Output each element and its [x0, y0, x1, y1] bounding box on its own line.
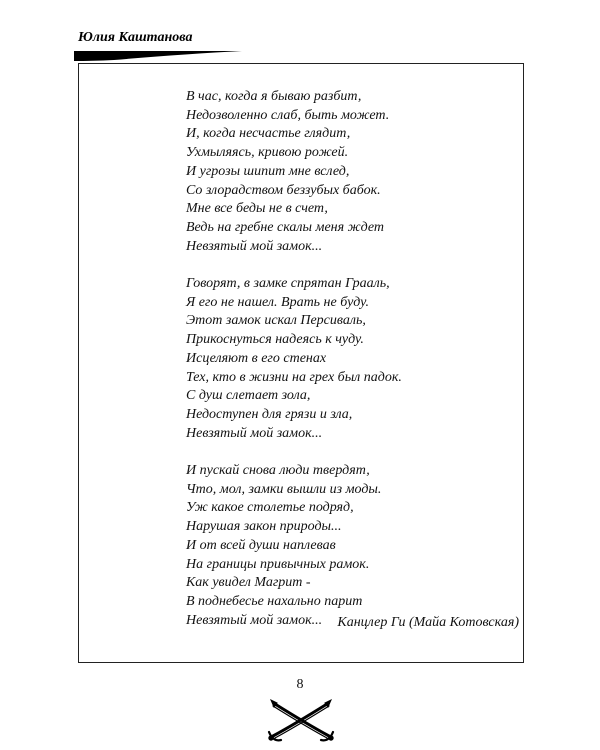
poem-line: Мне все беды не в счет,	[186, 201, 328, 217]
poem-line: Что, мол, замки вышли из моды.	[186, 481, 382, 497]
poem-line: Я его не нашел. Врать не буду.	[186, 294, 369, 310]
poem-line: Тех, кто в жизни на грех был падок.	[186, 369, 402, 385]
poem-line: Нарушая закон природы...	[186, 519, 342, 535]
poem-line: И от всей души наплевав	[186, 537, 336, 553]
poem-line: Невзятый мой замок...	[186, 238, 323, 254]
poem-line: Прикоснуться надеясь к чуду.	[186, 332, 364, 348]
poem-line: Со злорадством беззубых бабок.	[186, 182, 381, 198]
poem-line: С душ слетает зола,	[186, 388, 311, 404]
page-number: 8	[296, 677, 304, 692]
poem-line: И, когда несчастье глядит,	[186, 126, 351, 142]
header-author: Юлия Каштанова	[78, 30, 193, 45]
poem-line: И пускай снова люди твердят,	[186, 463, 370, 479]
poem-line: Говорят, в замке спрятан Грааль,	[186, 276, 390, 292]
poem-line: Невзятый мой замок...	[186, 612, 323, 628]
poem-line: И угрозы шипит мне вслед,	[186, 163, 350, 179]
poem-line: Ведь на гребне скалы меня ждет	[186, 219, 385, 235]
poem-line: На границы привычных рамок.	[186, 556, 370, 572]
poem-signature: Канцлер Ги (Майа Котовская)	[337, 615, 519, 630]
poem-line: Уж какое столетье подряд,	[186, 500, 354, 516]
stanza-3	[186, 462, 402, 630]
poem	[186, 88, 402, 649]
poem-line: Невзятый мой замок...	[186, 425, 323, 441]
poem-line: Как увидел Магрит -	[186, 575, 311, 591]
header-swoosh-rule	[74, 50, 244, 62]
poem-line: Этот замок искал Персиваль,	[186, 313, 366, 329]
stanza-2	[186, 275, 402, 443]
poem-line: В поднебесье нахально парит	[186, 593, 363, 609]
stanza-1	[186, 88, 402, 256]
poem-line: Ухмыляясь, кривою рожей.	[186, 145, 349, 161]
crossed-sabers-icon	[265, 698, 337, 742]
poem-line: Недоступен для грязи и зла,	[186, 406, 353, 422]
poem-line: Исцеляют в его стенах	[186, 350, 327, 366]
poem-line: Недозволенно слаб, быть может.	[186, 107, 390, 123]
poem-line: В час, когда я бываю разбит,	[186, 89, 362, 104]
